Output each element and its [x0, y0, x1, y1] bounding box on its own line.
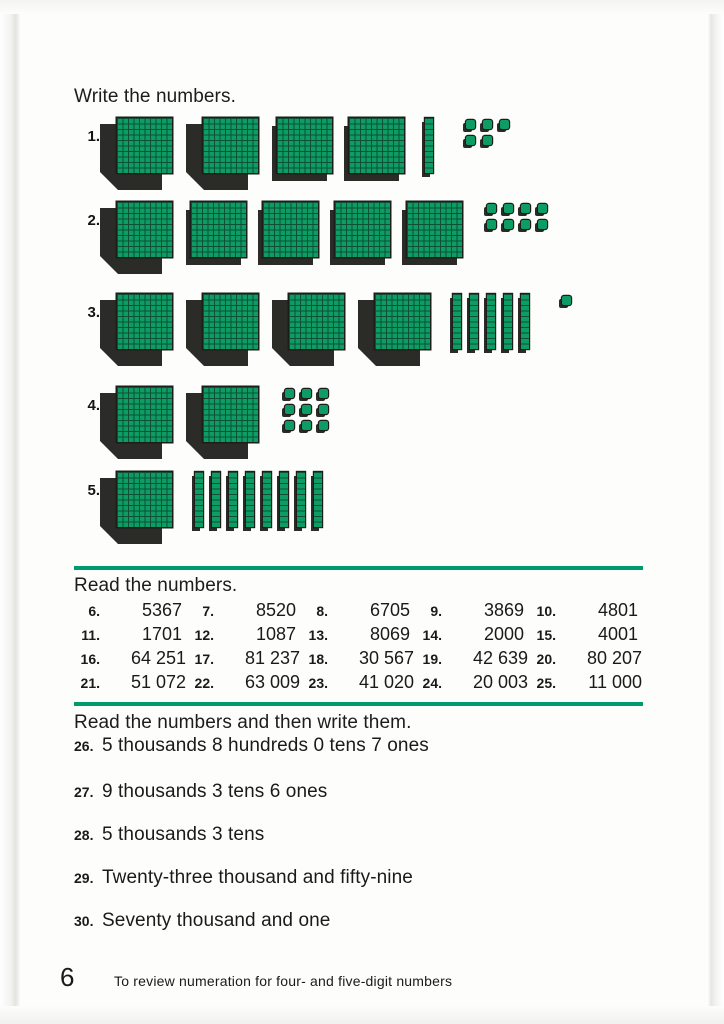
- number-value: 1701: [141, 624, 182, 644]
- word-problem-item: [74, 867, 634, 889]
- one-unit-block: [316, 389, 333, 405]
- exercise-number: 10.: [536, 603, 556, 619]
- one-unit-block: [463, 136, 480, 152]
- cube-face: [203, 387, 258, 442]
- block-group: [100, 202, 556, 280]
- word-problem-item: [74, 735, 634, 757]
- rod-face: [504, 294, 512, 349]
- number-value: 20 003: [472, 672, 528, 692]
- one-face: [466, 120, 475, 129]
- page-edge-right: [708, 0, 724, 1024]
- flat-face: [277, 118, 332, 173]
- number-grid-cell: [416, 648, 530, 669]
- number-grid-cell: [188, 672, 302, 693]
- word-problem-text: 5 thousands 8 hundreds 0 tens 7 ones: [102, 735, 429, 756]
- one-face: [302, 405, 311, 414]
- exercise-number: 8.: [316, 603, 328, 619]
- number-grid-cell: [416, 600, 530, 621]
- one-unit-block: [501, 204, 518, 220]
- cube-face: [117, 294, 172, 349]
- one-face: [285, 389, 294, 398]
- ten-rod-block: [260, 472, 273, 536]
- number-grid-cell: [188, 600, 302, 621]
- exercise-number: 12.: [194, 627, 214, 643]
- thousand-cube-block: [100, 472, 178, 550]
- hundred-flat-block: [258, 202, 322, 280]
- exercise-number: 22.: [194, 675, 214, 691]
- flat-face: [335, 202, 390, 257]
- one-unit-block: [518, 220, 535, 236]
- ten-rod-block: [484, 294, 497, 358]
- number-value: 51 072: [130, 672, 186, 692]
- exercise-number: 1.: [87, 128, 100, 145]
- exercise-number: 30.: [74, 913, 94, 929]
- number-grid-cell: [530, 624, 644, 645]
- exercise-number: 20.: [536, 651, 556, 667]
- number-grid-cell: [302, 624, 416, 645]
- flat-face: [349, 118, 404, 173]
- ten-rod-group: [450, 294, 535, 358]
- ten-rod-block: [277, 472, 290, 536]
- one-face: [500, 120, 509, 129]
- block-exercise-row: [74, 202, 556, 280]
- word-problem-text: Seventy thousand and one: [102, 910, 331, 931]
- rod-face: [487, 294, 495, 349]
- ten-rod-block: [311, 472, 324, 536]
- exercise-number: 15.: [536, 627, 556, 643]
- number-value: 11 000: [588, 672, 642, 692]
- thousand-cube-block: [186, 118, 264, 196]
- rod-face: [425, 118, 433, 173]
- one-face: [302, 389, 311, 398]
- rod-face: [212, 472, 220, 527]
- block-exercise-row: [74, 387, 337, 465]
- number-grid-row: [74, 648, 646, 672]
- word-problem-list: [74, 735, 634, 953]
- one-unit-group: [282, 387, 337, 437]
- rod-face: [314, 472, 322, 527]
- cube-face: [117, 118, 172, 173]
- hundred-flat-block: [186, 202, 250, 280]
- cube-face: [203, 294, 258, 349]
- one-face: [504, 220, 513, 229]
- rod-face: [195, 472, 203, 527]
- rod-face: [280, 472, 288, 527]
- exercise-number: 13.: [308, 627, 328, 643]
- one-unit-block: [480, 136, 497, 152]
- one-unit-block: [480, 120, 497, 136]
- number-grid-cell: [416, 624, 530, 645]
- hundred-flat-block: [272, 118, 336, 196]
- exercise-number: 3.: [87, 304, 100, 321]
- ten-rod-block: [518, 294, 531, 358]
- ten-rod-block: [450, 294, 463, 358]
- number-value: 81 237: [244, 648, 300, 668]
- rod-face: [297, 472, 305, 527]
- rod-face: [453, 294, 461, 349]
- rod-face: [521, 294, 529, 349]
- thousand-cube-block: [100, 202, 178, 280]
- number-grid-cell: [74, 600, 188, 621]
- one-face: [562, 296, 571, 305]
- ten-rod-block: [226, 472, 239, 536]
- exercise-number: 2.: [87, 212, 100, 229]
- one-face: [483, 136, 492, 145]
- one-face: [487, 220, 496, 229]
- exercise-number: 26.: [74, 738, 94, 754]
- number-grid-cell: [416, 672, 530, 693]
- word-problem-text: Twenty-three thousand and fifty-nine: [102, 867, 413, 888]
- thousand-cube-block: [186, 294, 264, 372]
- block-group: [100, 294, 614, 372]
- one-unit-block: [535, 220, 552, 236]
- one-unit-block: [282, 421, 299, 437]
- cube-face: [375, 294, 430, 349]
- cube-face: [289, 294, 344, 349]
- block-exercise-row: [74, 472, 342, 550]
- one-face: [319, 421, 328, 430]
- exercise-number: 21.: [80, 675, 100, 691]
- block-group: [100, 387, 337, 465]
- thousand-cube-block: [100, 118, 178, 196]
- exercise-number: 14.: [422, 627, 442, 643]
- exercise-number: 7.: [202, 603, 214, 619]
- one-unit-block: [299, 405, 316, 421]
- page-footer: [60, 962, 452, 993]
- block-group: [100, 118, 518, 196]
- one-unit-block: [559, 296, 576, 312]
- thousand-cube-block: [358, 294, 436, 372]
- one-face: [504, 204, 513, 213]
- one-face: [285, 421, 294, 430]
- page-edge-left: [0, 0, 20, 1024]
- exercise-number: 9.: [430, 603, 442, 619]
- number-grid-cell: [530, 648, 644, 669]
- number-value: 41 020: [358, 672, 414, 692]
- exercise-number: 29.: [74, 870, 94, 886]
- number-value: 63 009: [244, 672, 300, 692]
- number-grid-cell: [302, 672, 416, 693]
- rod-face: [229, 472, 237, 527]
- number-value: 2000: [483, 624, 524, 644]
- one-face: [285, 405, 294, 414]
- ten-rod-block: [294, 472, 307, 536]
- one-unit-block: [535, 204, 552, 220]
- section-heading-read-the-numbers: Read the numbers.: [74, 575, 238, 596]
- flat-face: [407, 202, 462, 257]
- number-grid-cell: [74, 672, 188, 693]
- number-value: 4001: [597, 624, 638, 644]
- one-unit-block: [501, 220, 518, 236]
- one-unit-group: [484, 202, 556, 236]
- exercise-number: 11.: [81, 627, 100, 643]
- one-face: [466, 136, 475, 145]
- one-unit-block: [518, 204, 535, 220]
- ten-rod-group: [192, 472, 328, 536]
- block-exercise-row: [74, 118, 518, 196]
- exercise-number: 28.: [74, 827, 94, 843]
- ten-rod-block: [209, 472, 222, 536]
- one-unit-group: [463, 118, 518, 152]
- exercise-number: 23.: [308, 675, 328, 691]
- number-grid-cell: [302, 600, 416, 621]
- exercise-number: 19.: [422, 651, 442, 667]
- number-grid-cell: [188, 648, 302, 669]
- one-face: [302, 421, 311, 430]
- ten-rod-block: [467, 294, 480, 358]
- thousand-cube-block: [186, 387, 264, 465]
- one-face: [521, 220, 530, 229]
- rod-face: [246, 472, 254, 527]
- ten-rod-block: [422, 118, 435, 182]
- one-unit-block: [316, 421, 333, 437]
- section-heading-write-the-numbers: Write the numbers.: [74, 86, 236, 107]
- one-unit-group: [559, 294, 614, 312]
- word-problem-item: [74, 910, 634, 932]
- thousand-cube-block: [272, 294, 350, 372]
- cube-face: [117, 202, 172, 257]
- exercise-number: 16.: [80, 651, 100, 667]
- number-value: 4801: [597, 600, 638, 620]
- number-grid-cell: [302, 648, 416, 669]
- word-problem-item: [74, 824, 634, 846]
- word-problem-text: 5 thousands 3 tens: [102, 824, 265, 845]
- cube-face: [117, 387, 172, 442]
- one-unit-block: [484, 204, 501, 220]
- one-unit-block: [497, 120, 514, 136]
- divider-rule-top: [74, 566, 643, 570]
- hundred-flat-block: [344, 118, 408, 196]
- exercise-number: 5.: [87, 482, 100, 499]
- number-value: 30 567: [358, 648, 414, 668]
- exercise-number: 18.: [308, 651, 328, 667]
- number-value: 80 207: [586, 648, 642, 668]
- flat-face: [191, 202, 246, 257]
- one-face: [538, 220, 547, 229]
- one-face: [319, 389, 328, 398]
- word-problem-item: [74, 781, 634, 803]
- one-face: [521, 204, 530, 213]
- flat-face: [263, 202, 318, 257]
- rod-face: [263, 472, 271, 527]
- one-face: [487, 204, 496, 213]
- number-grid-cell: [530, 672, 644, 693]
- one-unit-block: [282, 405, 299, 421]
- number-value: 8520: [255, 600, 296, 620]
- rod-face: [470, 294, 478, 349]
- footer-note: To review numeration for four- and five-digit numbers: [114, 973, 453, 989]
- block-group: [100, 472, 342, 550]
- ten-rod-group: [422, 118, 439, 182]
- one-face: [538, 204, 547, 213]
- number-value: 42 639: [472, 648, 528, 668]
- number-value: 8069: [369, 624, 410, 644]
- number-value: 64 251: [130, 648, 186, 668]
- divider-rule-middle: [74, 702, 643, 706]
- one-face: [319, 405, 328, 414]
- exercise-number: 24.: [422, 675, 442, 691]
- one-unit-block: [463, 120, 480, 136]
- one-unit-block: [299, 389, 316, 405]
- exercise-number: 4.: [87, 397, 100, 414]
- page-edge-bottom: [0, 1006, 724, 1024]
- number-value: 3869: [483, 600, 524, 620]
- page-edge-top: [0, 0, 724, 14]
- word-problem-text: 9 thousands 3 tens 6 ones: [102, 781, 328, 802]
- exercise-number: 17.: [194, 651, 214, 667]
- one-unit-block: [316, 405, 333, 421]
- hundred-flat-block: [402, 202, 466, 280]
- number-grid: [74, 600, 646, 696]
- exercise-number: 6.: [88, 603, 100, 619]
- cube-face: [117, 472, 172, 527]
- hundred-flat-block: [330, 202, 394, 280]
- exercise-number: 25.: [536, 675, 556, 691]
- block-exercise-row: [74, 294, 614, 372]
- number-value: 6705: [369, 600, 410, 620]
- section-heading-read-and-write: Read the numbers and then write them.: [74, 712, 412, 733]
- number-grid-row: [74, 672, 646, 696]
- one-unit-block: [484, 220, 501, 236]
- one-face: [483, 120, 492, 129]
- one-unit-block: [299, 421, 316, 437]
- number-grid-cell: [188, 624, 302, 645]
- cube-face: [203, 118, 258, 173]
- number-grid-cell: [74, 624, 188, 645]
- one-unit-block: [282, 389, 299, 405]
- number-grid-cell: [74, 648, 188, 669]
- ten-rod-block: [243, 472, 256, 536]
- number-value: 5367: [141, 600, 182, 620]
- thousand-cube-block: [100, 387, 178, 465]
- number-grid-row: [74, 624, 646, 648]
- ten-rod-block: [501, 294, 514, 358]
- page-number: 6: [60, 962, 75, 992]
- number-grid-cell: [530, 600, 644, 621]
- number-grid-row: [74, 600, 646, 624]
- ten-rod-block: [192, 472, 205, 536]
- number-value: 1087: [255, 624, 296, 644]
- exercise-number: 27.: [74, 784, 94, 800]
- thousand-cube-block: [100, 294, 178, 372]
